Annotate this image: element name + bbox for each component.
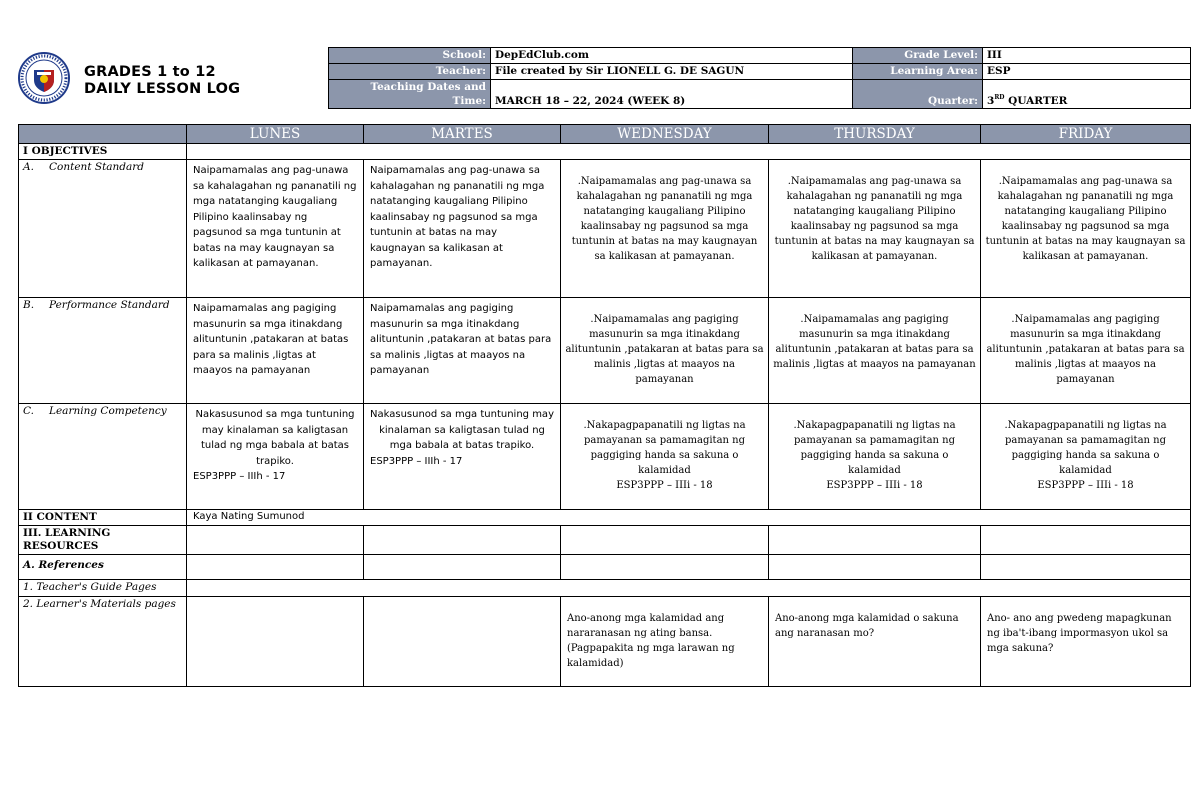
references-row [19,555,1191,580]
guide-pages-empty [187,580,1191,597]
references-thursday [769,555,981,580]
teaching-dates-value: MARCH 18 – 22, 2024 (WEEK 8) [491,80,853,109]
learning-competency-text: Learning Competency [49,405,167,417]
performance-standard-num: B. [23,299,35,311]
resources-wednesday [561,526,769,555]
references-label: A. References [19,555,187,580]
quarter-suffix: RD [994,94,1005,101]
day-header-lunes: LUNES [187,125,364,144]
learner-pages-thursday: Ano-anong mga kalamidad o sakuna ang naranasan mo? [769,597,981,687]
learning-competency-thursday [769,404,981,510]
resources-martes [364,526,561,555]
header-info-table [328,47,1191,109]
learning-area-value: ESP [983,64,1191,80]
performance-standard-label [19,298,187,404]
references-martes [364,555,561,580]
learning-competency-martes [364,404,561,510]
learning-competency-num: C. [23,405,34,417]
seal-icon [18,52,70,104]
grade-level-value: III [983,48,1191,64]
teaching-dates-label-line2: Time: [452,95,486,107]
day-header-martes: MARTES [364,125,561,144]
content-standard-wednesday: .Naipamamalas ang pag-unawa sa kahalagahan ng pananatili ng mga natatanging kaugaliang Pilipino kaalinsabay ng pagsunod sa mga tuntunin at batas na may kaugnayan sa kalikasan at pamayanan. [561,160,769,298]
school-value: DepEdClub.com [491,48,853,64]
references-wednesday [561,555,769,580]
learner-pages-wednesday: Ano-anong mga kalamidad ang nararanasan ng ating bansa. (Pagpapakita ng mga larawan ng kalamidad) [561,597,769,687]
day-header-thursday: THURSDAY [769,125,981,144]
learner-pages-martes [364,597,561,687]
content-standard-martes: Naipamamalas ang pag-unawa sa kahalagahan ng pananatili ng mga natatanging kaugaliang Pilipino kaalinsabay ng pagsunod sa mga tuntunin at batas na may kaugnayan sa kalikasan at pamayanan. [364,160,561,298]
objectives-empty [187,144,1191,160]
grade-level-label: Grade Level: [853,48,983,64]
performance-standard-friday: .Naipamamalas ang pagiging masunurin sa mga itinakdang alituntunin ,patakaran at batas para sa malinis ,ligtas at maayos na pamayanan [981,298,1191,404]
learning-competency-friday-code: ESP3PPP – IIIi - 18 [1037,480,1134,491]
learning-competency-wednesday-code: ESP3PPP – IIIi - 18 [616,480,713,491]
learning-competency-lunes-code: ESP3PPP – IIIh - 17 [193,471,286,482]
performance-standard-lunes: Naipamamalas ang pagiging masunurin sa mga itinakdang alituntunin ,patakaran at batas para sa malinis ,ligtas at maayos na pamayanan [187,298,364,404]
resources-friday [981,526,1191,555]
resources-thursday [769,526,981,555]
learning-competency-friday [981,404,1191,510]
objectives-row [19,144,1191,160]
school-label: School: [329,48,491,64]
teachers-guide-pages-label: 1. Teacher's Guide Pages [19,580,187,597]
quarter-number: 3 [987,95,995,107]
performance-standard-martes: Naipamamalas ang pagiging masunurin sa mga itinakdang alituntunin ,patakaran at batas para sa malinis ,ligtas at maayos na pamayanan [364,298,561,404]
title-line-2: DAILY LESSON LOG [84,81,241,97]
content-standard-thursday: .Naipamamalas ang pag-unawa sa kahalagahan ng pananatili ng mga natatanging kaugaliang Pilipino kaalinsabay ng pagsunod sa mga tuntunin at batas na may kaugnayan sa kalikasan at pamayanan. [769,160,981,298]
learner-pages-row [19,597,1191,687]
quarter-label: Quarter: [853,80,983,109]
lesson-log-table [18,124,1191,687]
guide-pages-row [19,580,1191,597]
content-standard-num: A. [23,161,34,173]
performance-standard-text: Performance Standard [49,299,170,311]
content-standard-label [19,160,187,298]
learning-competency-wednesday-text: .Nakapagpapanatili ng ligtas na pamayanan sa pamamagitan ng paggiging handa sa sakuna o kalamidad [583,420,746,476]
learning-competency-lunes-text: Nakasusunod sa mga tuntuning may kinalaman sa kaligtasan tulad ng mga babala at batas trapiko. [195,409,355,467]
learning-resources-label: III. LEARNING RESOURCES [19,526,187,555]
resources-row [19,526,1191,555]
content-standard-friday: .Naipamamalas ang pag-unawa sa kahalagahan ng pananatili ng mga natatanging kaugaliang Pilipino kaalinsabay ng pagsunod sa mga tuntunin at batas na may kaugnayan sa kalikasan at pamayanan. [981,160,1191,298]
learning-competency-lunes [187,404,364,510]
document-title [84,64,240,98]
quarter-text: QUARTER [1004,95,1068,107]
learners-materials-pages-label: 2. Learner's Materials pages [19,597,187,687]
day-header-row [19,125,1191,144]
learning-area-label: Learning Area: [853,64,983,80]
learning-competency-wednesday [561,404,769,510]
content-standard-lunes: Naipamamalas ang pag-unawa sa kahalagahan ng pananatili ng mga natatanging kaugaliang Pilipino kaalinsabay ng pagsunod sa mga tuntunin at batas na may kaugnayan sa kalikasan at pamayanan. [187,160,364,298]
teacher-label: Teacher: [329,64,491,80]
content-value: Kaya Nating Sumunod [187,510,1191,526]
performance-standard-row [19,298,1191,404]
learning-competency-row [19,404,1191,510]
deped-seal-logo [18,52,70,104]
performance-standard-wednesday: .Naipamamalas ang pagiging masunurin sa mga itinakdang alituntunin ,patakaran at batas para sa malinis ,ligtas at maayos na pamayanan [561,298,769,404]
content-standard-text: Content Standard [49,161,145,173]
content-label: II CONTENT [19,510,187,526]
learning-competency-martes-text: Nakasusunod sa mga tuntuning may kinalaman sa kaligtasan tulad ng mga babala at batas trapiko. [370,409,554,451]
references-friday [981,555,1191,580]
references-lunes [187,555,364,580]
learning-competency-label [19,404,187,510]
learning-competency-friday-text: .Nakapagpapanatili ng ligtas na pamayanan sa pamamagitan ng paggiging handa sa sakuna o kalamidad [1004,420,1167,476]
content-standard-row [19,160,1191,298]
resources-lunes [187,526,364,555]
teacher-value: File created by Sir LIONELL G. DE SAGUN [491,64,853,80]
quarter-value [983,80,1191,109]
content-row [19,510,1191,526]
learning-competency-martes-code: ESP3PPP – IIIh - 17 [370,455,463,467]
teaching-dates-label [329,80,491,109]
learner-pages-friday: Ano- ano ang pwedeng mapagkunan ng iba't-ibang impormasyon ukol sa mga sakuna? [981,597,1191,687]
day-header-wednesday: WEDNESDAY [561,125,769,144]
performance-standard-thursday: .Naipamamalas ang pagiging masunurin sa mga itinakdang alituntunin ,patakaran at batas para sa malinis ,ligtas at maayos na pamayanan [769,298,981,404]
day-header-blank [19,125,187,144]
day-header-friday: FRIDAY [981,125,1191,144]
objectives-label: I OBJECTIVES [19,144,187,160]
teaching-dates-label-line1: Teaching Dates and [370,81,486,93]
learner-pages-lunes [187,597,364,687]
title-line-1: GRADES 1 to 12 [84,64,216,80]
learning-competency-thursday-text: .Nakapagpapanatili ng ligtas na pamayanan sa pamamagitan ng paggiging handa sa sakuna o kalamidad [793,420,956,476]
learning-competency-thursday-code: ESP3PPP – IIIi - 18 [826,480,923,491]
